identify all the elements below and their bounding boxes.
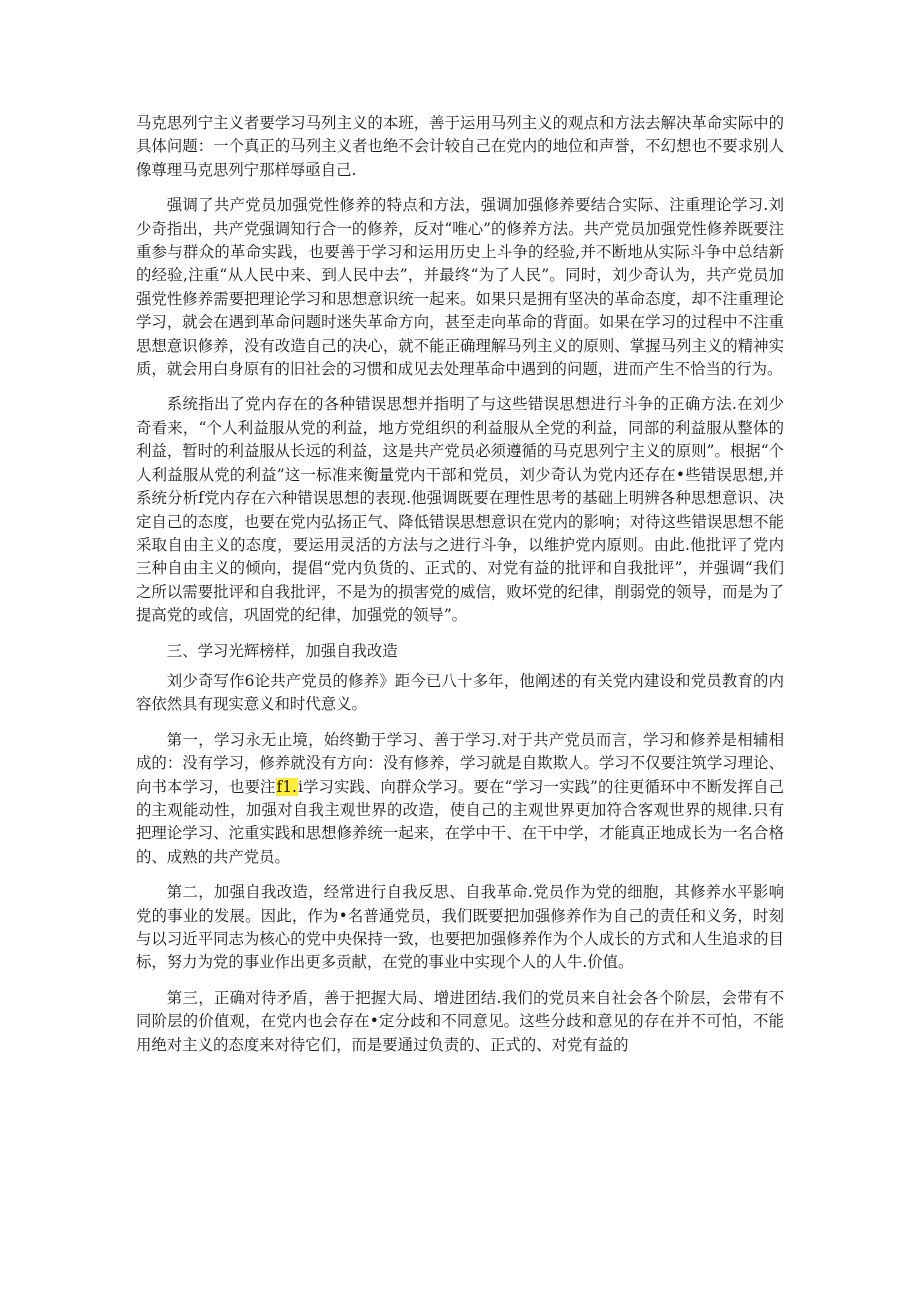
paragraph-6: 第二，加强自我改造，经常进行自我反思、自我革命.党员作为党的细胞，其修养水平影响党的事业的发展。因此，作为•名普通党员，我们既要把加强修养作为自己的责任和义务，时刻与以习近平同志为核心的党中央保持一致，也要把加强修养作为个人成长的方式和人生追求的目标，努力为党的事业作出更多贡献，在党的事业中实现个人的人牛.价值。 [136, 883, 784, 972]
paragraph-1: 马克思列宁主义者要学习马列主义的本班，善于运用马列主义的观点和方法去解决革命实际中的具体问题：一个真正的马列主义者也绝不会计较自己在党内的地位和声誉，不幻想也不要求别人像尊理马克思列宁那样辱亟自己. [136, 114, 784, 179]
document-body [136, 112, 784, 1069]
highlight-mark: f1. [276, 777, 297, 796]
paragraph-3: 系统指出了党内存在的各种错误思想并指明了与这些错误思想进行斗争的正确方法.在刘少奇看来，“个人利益服从党的利益，地方党组织的利益服从全党的利益，同部的利益服从整体的利益，暂时的利益服从长远的利益，这是共产党员必须遵循的马克思列宁主义的原则”。根据“个人利益服从党的利益”这一标准来衡量党内干部和党员，刘少奇认为党内还存在•些错误思想,并系统分析f党内存在六种错误思想的表现.他强调既要在理性思考的基础上明辨各种思想意识、决定自己的态度，也要在党内弘扬正气、降低错误思想意识在党内的影响；对待这些错误思想不能采取自由主义的态度，要运用灵活的方法与之进行斗争，以维护党内原则。由此.他批评了党内三种自由主义的倾向，提倡“党内负货的、正式的、对党有益的批评和自我批评”，并强调“我们之所以需要批评和自我批评，不是为的损害党的威信，败坏党的纪律，削弱党的领导，而是为了提高党的或信，巩固党的纪律，加强党的领导”。 [136, 395, 784, 625]
paragraph-2: 强调了共产党员加强党性修养的特点和方法，强调加强修养要结合实际、注重理论学习.刘少奇指出，共产党强调知行合一的修养，反对“唯心”的修养方法。共产党员加强党性修养既要注重参与群众的革命实践，也要善于学习和运用历史上斗争的经验,并不断地从实际斗争中总结新的经验,注重“从人民中来、到人民中去”，并最终“为了人民”。同时，刘少奇认为，共产党员加强党性修养需要把理论学习和思想意识统一起来。如果只是拥有坚决的革命态度，却不注重理论学习，就会在遇到革命问题时迷失革命方向，甚至走向革命的背面。如果在学习的过程中不注重思想意识修养，没有改造自己的决心，就不能正确理解马列主义的原则、掌握马列主义的精神实质，就会用白身原有的旧社会的习惯和成见去处理革命中遇到的问题，进而产生不恰当的行为。 [136, 196, 784, 379]
paragraph-5-part-b: i学习实践、向群众学习。要在“学习一实践”的往更循环中不断发挥自己的主观能动性，加强对自我主观世界的改造，使自己的主观世界更加符合客观世界的规律.只有把理论学习、沱重实践和思想修养统一起来，在学中干、在干中学，才能真正地成长为一名合格的、成熟的共产党员。 [136, 777, 784, 866]
paragraph-7: 第三，正确对待矛盾，善于把握大局、增进团结.我们的党员来自社会各个阶层，会带有不同阶层的价值观，在党内也会存在•定分歧和不同意见。这些分歧和意见的存在并不可怕，不能用绝对主义的态度来对待它们，而是要通过负责的、正式的、对党有益的 [136, 988, 784, 1054]
section-heading-3: 三、学习光辉榜样，加强自我改造 [166, 641, 398, 660]
paragraph-5 [136, 729, 784, 869]
paragraph-4: 刘少奇写作6论共产党员的修养》距今已八十多年，他阐述的有关党内建设和党员教育的内容依然具有现实意义和时代意义。 [136, 671, 784, 714]
paragraph-5-part-a: 第一，学习永无止境，始终勤于学习、善于学习.对于共产党员而言，学习和修养是相辅相成的：没有学习，修养就没有方向：没有修养，学习就是自欺欺人。学习不仅要注筑学习理论、向书本学习，也要注 [136, 730, 784, 796]
